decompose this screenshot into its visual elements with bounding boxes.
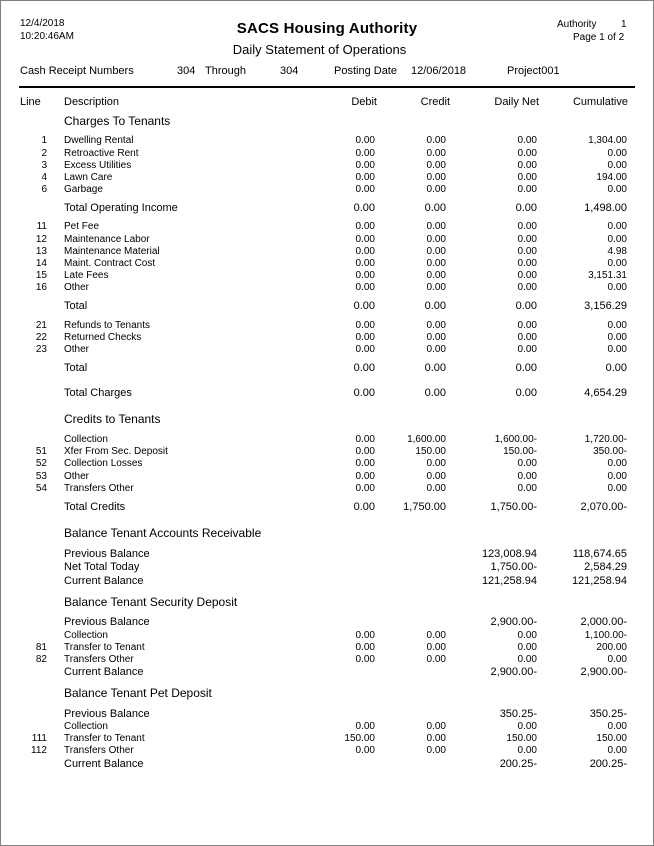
statement-row	[1, 282, 653, 294]
row-line-number: 2	[41, 148, 47, 159]
col-cumulative: Cumulative	[572, 96, 628, 108]
row-debit: 0.00	[355, 630, 375, 641]
row-debit: 0.00	[355, 642, 375, 653]
row-debit: 0.00	[355, 148, 375, 159]
row-cumulative: 200.25-	[589, 758, 627, 770]
row-debit: 0.00	[353, 387, 375, 399]
row-credit: 0.00	[426, 258, 446, 269]
row-cumulative: 0.00	[607, 221, 627, 232]
section-security-deposit: Balance Tenant Security Deposit	[64, 595, 238, 609]
row-description: Dwelling Rental	[64, 135, 134, 146]
row-debit: 0.00	[355, 221, 375, 232]
statement-row	[1, 258, 653, 270]
row-daily-net: 0.00	[517, 642, 537, 653]
row-credit: 0.00	[424, 300, 446, 312]
row-daily-net: 0.00	[517, 258, 537, 269]
statement-row	[1, 246, 653, 258]
statement-row	[1, 135, 653, 147]
row-cumulative: 0.00	[607, 721, 627, 732]
row-description: Net Total Today	[64, 561, 140, 573]
row-description: Other	[64, 344, 90, 355]
report-date: 12/4/2018	[20, 18, 65, 29]
row-daily-net: 0.00	[517, 344, 537, 355]
row-debit: 0.00	[355, 654, 375, 665]
row-daily-net: 0.00	[515, 300, 537, 312]
row-description: Maint. Contract Cost	[64, 258, 156, 269]
statement-row	[1, 184, 653, 196]
row-description: Pet Fee	[64, 221, 100, 232]
row-cumulative: 2,000.00-	[580, 616, 627, 628]
row-description: Other	[64, 471, 90, 482]
statement-row	[1, 221, 653, 233]
statement-row	[1, 758, 653, 770]
row-credit: 0.00	[426, 234, 446, 245]
col-line: Line	[20, 96, 41, 108]
row-cumulative: 0.00	[607, 745, 627, 756]
row-cumulative: 1,304.00	[588, 135, 627, 146]
row-description: Collection	[64, 721, 108, 732]
row-daily-net: 0.00	[517, 282, 537, 293]
row-daily-net: 0.00	[515, 202, 537, 214]
row-credit: 0.00	[426, 160, 446, 171]
row-description: Collection Losses	[64, 458, 143, 469]
row-credit: 0.00	[426, 221, 446, 232]
row-daily-net: 0.00	[517, 270, 537, 281]
row-credit: 0.00	[426, 642, 446, 653]
statement-row	[1, 362, 653, 374]
row-daily-net: 0.00	[517, 458, 537, 469]
row-line-number: 54	[35, 483, 47, 494]
row-credit: 0.00	[426, 733, 446, 744]
row-description: Refunds to Tenants	[64, 320, 150, 331]
row-debit: 0.00	[355, 135, 375, 146]
row-description: Late Fees	[64, 270, 109, 281]
col-credit: Credit	[420, 96, 450, 108]
row-daily-net: 2,900.00-	[490, 666, 537, 678]
row-credit: 0.00	[426, 745, 446, 756]
row-description: Previous Balance	[64, 616, 150, 628]
row-description: Total Operating Income	[64, 202, 178, 214]
row-daily-net: 0.00	[517, 721, 537, 732]
posting-date-label: Posting Date	[334, 65, 397, 77]
row-line-number: 14	[35, 258, 47, 269]
row-debit: 0.00	[355, 471, 375, 482]
row-credit: 0.00	[426, 135, 446, 146]
row-description: Current Balance	[64, 666, 144, 678]
row-daily-net: 0.00	[517, 471, 537, 482]
row-debit: 0.00	[353, 202, 375, 214]
row-credit: 0.00	[426, 483, 446, 494]
row-daily-net: 0.00	[515, 362, 537, 374]
row-description: Total	[64, 300, 88, 312]
statement-row	[1, 471, 653, 483]
statement-row	[1, 270, 653, 282]
row-credit: 0.00	[426, 282, 446, 293]
row-credit: 0.00	[426, 332, 446, 343]
row-cumulative: 3,151.31	[588, 270, 627, 281]
row-line-number: 23	[35, 344, 47, 355]
row-line-number: 13	[35, 246, 47, 257]
statement-row	[1, 708, 653, 720]
row-line-number: 53	[35, 471, 47, 482]
row-debit: 0.00	[355, 434, 375, 445]
row-debit: 0.00	[355, 483, 375, 494]
row-daily-net: 1,600.00-	[494, 434, 537, 445]
row-cumulative: 0.00	[607, 654, 627, 665]
row-debit: 0.00	[355, 270, 375, 281]
row-line-number: 4	[41, 172, 47, 183]
report-title: SACS Housing Authority	[236, 20, 418, 37]
row-description: Collection	[64, 630, 108, 641]
row-cumulative: 0.00	[607, 471, 627, 482]
statement-row	[1, 160, 653, 172]
row-description: Lawn Care	[64, 172, 113, 183]
header-rule	[19, 86, 635, 88]
row-debit: 0.00	[355, 172, 375, 183]
row-credit: 0.00	[426, 344, 446, 355]
row-credit: 0.00	[426, 184, 446, 195]
row-cumulative: 2,900.00-	[580, 666, 627, 678]
row-line-number: 111	[31, 733, 47, 744]
statement-row	[1, 642, 653, 654]
row-description: Transfer to Tenant	[64, 733, 145, 744]
row-debit: 0.00	[355, 246, 375, 257]
row-cumulative: 121,258.94	[571, 575, 627, 587]
row-cumulative: 0.00	[607, 483, 627, 494]
row-debit: 0.00	[355, 282, 375, 293]
row-daily-net: 0.00	[517, 148, 537, 159]
statement-row	[1, 616, 653, 628]
authority-value: 1	[621, 19, 627, 30]
row-description: Transfers Other	[64, 745, 134, 756]
col-debit: Debit	[351, 96, 377, 108]
row-cumulative: 0.00	[607, 332, 627, 343]
report-time: 10:20:46AM	[20, 31, 74, 42]
row-line-number: 21	[35, 320, 47, 331]
row-daily-net: 0.00	[517, 172, 537, 183]
row-daily-net: 350.25-	[499, 708, 537, 720]
statement-row	[1, 654, 653, 666]
receipt-from: 304	[177, 65, 196, 77]
row-debit: 0.00	[353, 362, 375, 374]
statement-row	[1, 344, 653, 356]
row-description: Transfers Other	[64, 654, 134, 665]
row-line-number: 112	[31, 745, 47, 756]
row-credit: 0.00	[424, 387, 446, 399]
row-cumulative: 2,070.00-	[580, 501, 627, 513]
row-debit: 0.00	[355, 258, 375, 269]
receipt-to: 304	[280, 65, 299, 77]
row-credit: 0.00	[426, 172, 446, 183]
row-description: Collection	[64, 434, 108, 445]
row-line-number: 52	[35, 458, 47, 469]
row-daily-net: 200.25-	[499, 758, 537, 770]
row-debit: 0.00	[355, 458, 375, 469]
row-debit: 0.00	[353, 501, 375, 513]
row-description: Previous Balance	[64, 548, 150, 560]
row-line-number: 16	[35, 282, 47, 293]
row-debit: 0.00	[355, 184, 375, 195]
row-line-number: 82	[35, 654, 47, 665]
row-credit: 0.00	[426, 721, 446, 732]
row-cumulative: 1,498.00	[584, 202, 627, 214]
row-description: Returned Checks	[64, 332, 142, 343]
row-debit: 0.00	[355, 721, 375, 732]
row-debit: 150.00	[344, 733, 375, 744]
row-description: Xfer From Sec. Deposit	[64, 446, 168, 457]
section-pet-deposit: Balance Tenant Pet Deposit	[64, 686, 212, 700]
row-line-number: 22	[35, 332, 47, 343]
row-daily-net: 121,258.94	[481, 575, 537, 587]
row-credit: 0.00	[424, 362, 446, 374]
row-cumulative: 3,156.29	[584, 300, 627, 312]
row-daily-net: 0.00	[517, 630, 537, 641]
statement-row	[1, 434, 653, 446]
row-credit: 0.00	[426, 246, 446, 257]
row-cumulative: 0.00	[607, 148, 627, 159]
row-credit: 0.00	[424, 202, 446, 214]
row-daily-net: 0.00	[517, 184, 537, 195]
row-credit: 1,600.00	[407, 434, 446, 445]
row-cumulative: 0.00	[607, 282, 627, 293]
row-cumulative: 4,654.29	[584, 387, 627, 399]
row-line-number: 11	[36, 221, 47, 232]
statement-row	[1, 483, 653, 495]
row-daily-net: 123,008.94	[481, 548, 537, 560]
authority-label: Authority	[557, 19, 597, 30]
row-cumulative: 0.00	[607, 184, 627, 195]
row-line-number: 51	[35, 446, 47, 457]
row-debit: 0.00	[355, 332, 375, 343]
row-description: Current Balance	[64, 758, 144, 770]
row-line-number: 12	[35, 234, 47, 245]
row-credit: 0.00	[426, 320, 446, 331]
row-debit: 0.00	[355, 745, 375, 756]
statement-row	[1, 387, 653, 399]
section-accounts-receivable: Balance Tenant Accounts Receivable	[64, 526, 262, 540]
row-daily-net: 150.00	[506, 733, 537, 744]
statement-row	[1, 202, 653, 214]
row-daily-net: 0.00	[517, 332, 537, 343]
row-description: Retroactive Rent	[64, 148, 139, 159]
statement-row	[1, 501, 653, 513]
row-cumulative: 2,584.29	[584, 561, 627, 573]
statement-row	[1, 172, 653, 184]
row-cumulative: 150.00	[596, 733, 627, 744]
statement-row	[1, 575, 653, 587]
statement-row	[1, 234, 653, 246]
statement-row	[1, 733, 653, 745]
row-credit: 0.00	[426, 458, 446, 469]
statement-row	[1, 148, 653, 160]
row-debit: 0.00	[355, 320, 375, 331]
statement-row	[1, 332, 653, 344]
row-cumulative: 0.00	[607, 234, 627, 245]
statement-row	[1, 320, 653, 332]
row-line-number: 81	[35, 642, 47, 653]
row-description: Total Charges	[64, 387, 132, 399]
row-daily-net: 0.00	[517, 483, 537, 494]
row-line-number: 6	[41, 184, 47, 195]
row-line-number: 3	[41, 160, 47, 171]
row-daily-net: 0.00	[517, 320, 537, 331]
row-daily-net: 2,900.00-	[490, 616, 537, 628]
row-daily-net: 0.00	[517, 745, 537, 756]
row-cumulative: 4.98	[607, 246, 627, 257]
row-cumulative: 194.00	[596, 172, 627, 183]
col-daily-net: Daily Net	[494, 96, 539, 108]
row-cumulative: 0.00	[607, 160, 627, 171]
statement-row	[1, 561, 653, 573]
statement-row	[1, 630, 653, 642]
row-description: Previous Balance	[64, 708, 150, 720]
row-cumulative: 0.00	[607, 458, 627, 469]
row-description: Current Balance	[64, 575, 144, 587]
row-cumulative: 350.00-	[593, 446, 627, 457]
cash-receipt-label: Cash Receipt Numbers	[20, 65, 134, 77]
row-description: Total	[64, 362, 88, 374]
section-charges: Charges To Tenants	[64, 114, 171, 128]
row-debit: 0.00	[353, 300, 375, 312]
statement-row	[1, 548, 653, 560]
row-credit: 0.00	[426, 148, 446, 159]
statement-row	[1, 721, 653, 733]
row-daily-net: 0.00	[517, 654, 537, 665]
section-credits: Credits to Tenants	[64, 412, 161, 426]
row-credit: 0.00	[426, 270, 446, 281]
row-daily-net: 0.00	[517, 234, 537, 245]
statement-row	[1, 300, 653, 312]
row-daily-net: 0.00	[515, 387, 537, 399]
row-line-number: 1	[41, 135, 47, 146]
row-cumulative: 350.25-	[589, 708, 627, 720]
row-credit: 150.00	[415, 446, 446, 457]
row-description: Transfer to Tenant	[64, 642, 145, 653]
row-debit: 0.00	[355, 234, 375, 245]
row-cumulative: 1,100.00-	[584, 630, 627, 641]
row-cumulative: 0.00	[607, 320, 627, 331]
row-description: Excess Utilities	[64, 160, 132, 171]
through-label: Through	[205, 65, 246, 77]
statement-row	[1, 458, 653, 470]
row-credit: 0.00	[426, 471, 446, 482]
row-cumulative: 0.00	[605, 362, 627, 374]
row-description: Other	[64, 282, 90, 293]
row-description: Transfers Other	[64, 483, 134, 494]
statement-row	[1, 666, 653, 678]
row-daily-net: 0.00	[517, 160, 537, 171]
page-number: Page 1 of 2	[573, 32, 625, 43]
row-debit: 0.00	[355, 344, 375, 355]
report-subtitle: Daily Statement of Operations	[232, 42, 407, 57]
row-daily-net: 0.00	[517, 246, 537, 257]
row-credit: 0.00	[426, 654, 446, 665]
row-daily-net: 0.00	[517, 135, 537, 146]
row-cumulative: 118,674.65	[572, 548, 627, 560]
row-description: Maintenance Labor	[64, 234, 150, 245]
row-debit: 0.00	[355, 446, 375, 457]
row-daily-net: 0.00	[517, 221, 537, 232]
statement-row	[1, 446, 653, 458]
row-description: Total Credits	[64, 501, 126, 513]
row-cumulative: 1,720.00-	[584, 434, 627, 445]
row-description: Garbage	[64, 184, 103, 195]
row-daily-net: 1,750.00-	[490, 561, 537, 573]
row-debit: 0.00	[355, 160, 375, 171]
posting-date: 12/06/2018	[411, 65, 467, 77]
row-line-number: 15	[35, 270, 47, 281]
statement-row	[1, 745, 653, 757]
project-code: Project001	[507, 65, 560, 77]
row-description: Maintenance Material	[64, 246, 160, 257]
row-daily-net: 150.00-	[503, 446, 537, 457]
row-credit: 1,750.00	[403, 501, 446, 513]
row-cumulative: 0.00	[607, 344, 627, 355]
row-credit: 0.00	[426, 630, 446, 641]
row-cumulative: 200.00	[596, 642, 627, 653]
row-daily-net: 1,750.00-	[490, 501, 537, 513]
row-cumulative: 0.00	[607, 258, 627, 269]
col-description: Description	[64, 96, 120, 108]
